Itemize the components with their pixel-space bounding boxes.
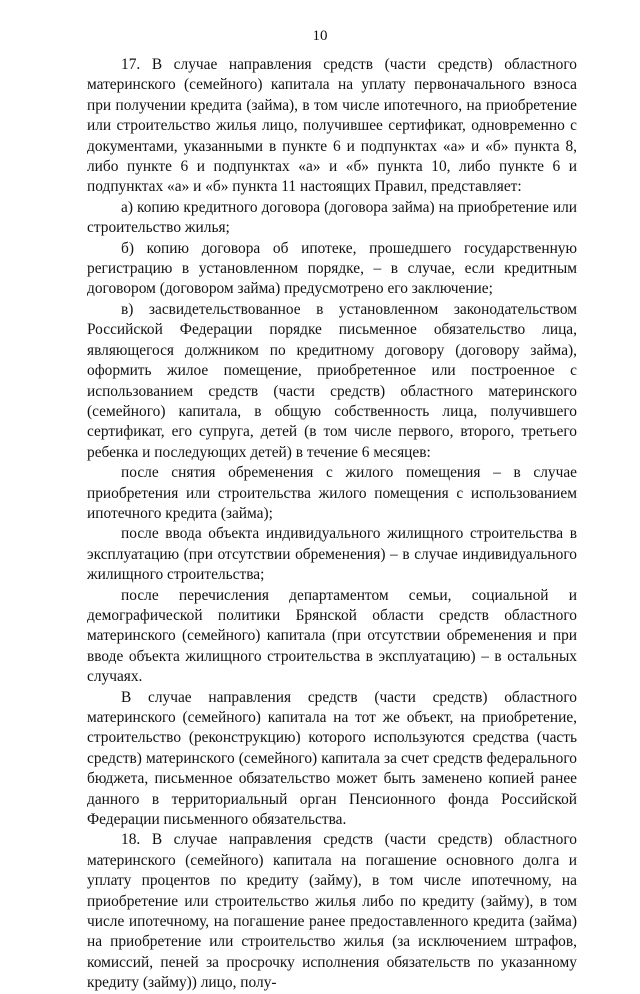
paragraph-18: 18. В случае направления средств (части средств) областного материнского (семейного) капитала на погашение основного долга и уплату процентов по кредиту (займу), в том числе ипотечному, на приобретение или строительство жилья либо по кредиту (займу), в том числе ипотечному, на погашение ранее предоставленного кредита (займа) на приобретение или строительство жилья (за исключением штрафов, комиссий, пеней за просрочку исполнения обязательств по указанному кредиту (займу)) лицо, полу- bbox=[87, 831, 577, 992]
subparagraph-a: а) копию кредитного договора (договора займа) на приобретение или строительство жилья; bbox=[87, 198, 577, 237]
subparagraph-v: в) засвидетельствованное в установленном законодательством Российской Федерации порядке письменное обязательство лица, являющегося должником по кредитному договору (договору займа), оформить жилое помещение, приобретенное или построенное с использованием средств (части средств) областного материнского (семейного) капитала, в общую собственность лица, получившего сертификат, его супруга, детей (в том числе первого, второго, третьего ребенка и последующих детей) в течение 6 месяцев: bbox=[87, 300, 577, 461]
condition-individual-construction: после ввода объекта индивидуального жилищного строительства в эксплуатацию (при отсутствии обременения) – в случае индивидуального жилищного строительства; bbox=[87, 525, 577, 584]
page-number: 10 bbox=[312, 28, 328, 44]
paragraph-federal-capital: В случае направления средств (части средств) областного материнского (семейного) капитала на тот же объект, на приобретение, строительство (реконструкцию) которого используются средства (часть средств) материнского (семейного) капитала за счет средств федерального бюджета, письменное обязательство может быть заменено копией ранее данного в территориальный орган Пенсионного фонда Российской Федерации письменного обязательства. bbox=[87, 688, 577, 829]
document-body bbox=[87, 55, 577, 994]
condition-other-cases: после перечисления департаментом семьи, социальной и демографической политики Брянской области средств областного материнского (семейного) капитала (при отсутствии обременения и при вводе объекта жилищного строительства в эксплуатацию) – в остальных случаях. bbox=[87, 586, 577, 686]
subparagraph-b: б) копию договора об ипотеке, прошедшего государственную регистрацию в установленном порядке, – в случае, если кредитным договором (договором займа) предусмотрено его заключение; bbox=[87, 239, 577, 298]
paragraph-17-intro: 17. В случае направления средств (части средств) областного материнского (семейного) капитала на уплату первоначального взноса при получении кредита (займа), в том числе ипотечного, на приобретение или строительство жилья лицо, получившее сертификат, одновременно с документами, указанными в пункте 6 и подпунктах «а» и «б» пункта 8, либо пункте 6 и подпунктах «а» и «б» пункта 10, либо пункте 6 и подпунктах «а» и «б» пункта 11 настоящих Правил, представляет: bbox=[87, 56, 577, 196]
condition-mortgage: после снятия обременения с жилого помещения – в случае приобретения или строительства жилого помещения с использованием ипотечного кредита (займа); bbox=[87, 464, 577, 522]
